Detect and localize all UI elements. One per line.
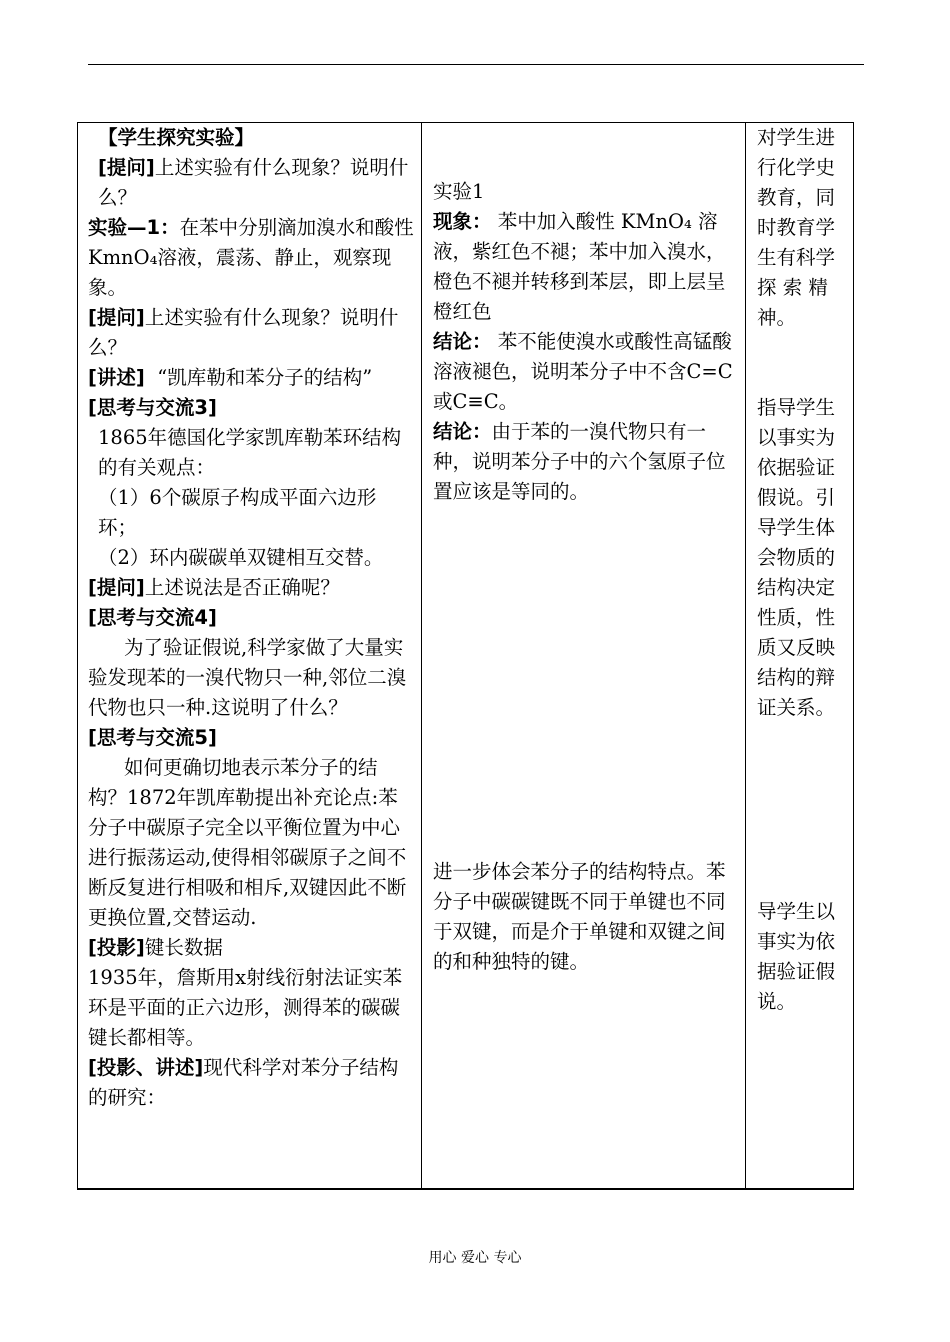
phenomenon: 现象： 苯中加入酸性 KMnO₄ 溶液，紫红色不褪；苯中加入溴水，橙色不褪并转移到苯层，即上层呈橙红色 <box>433 210 726 323</box>
intent-line: 以事实为 <box>757 426 836 449</box>
intent-line: 说。 <box>757 990 797 1013</box>
intent-line: 教育，同 <box>757 186 836 209</box>
intent-line: 生有科学 <box>757 246 836 269</box>
intent-line: 导学生体 <box>757 516 836 539</box>
think-5-text: 如何更确切地表示苯分子的结构？1872年凯库勒提出补充论点:苯分子中碳原子完全以平衡位置为中心进行振荡运动,使得相邻碳原子之间不断反复进行相吸和相斥,双键因此不断更换位置,交替运动. <box>88 756 407 929</box>
intent-line: 结构的辩 <box>757 666 836 689</box>
lecture: [讲述] “凯库勒和苯分子的结构” <box>88 366 373 389</box>
projection-heading: [投影]键长数据 <box>88 936 223 959</box>
design-intent-middle <box>757 393 847 723</box>
intent-line: 假说。引 <box>757 486 836 509</box>
column-divider <box>745 123 746 1188</box>
structure-summary: 进一步体会苯分子的结构特点。苯分子中碳碳键既不同于单键也不同于双键，而是介于单键和双键之间的和种独特的键。 <box>433 860 726 973</box>
teacher-activity-cell <box>88 123 414 1113</box>
intent-line: 依据验证 <box>757 456 836 479</box>
intent-line: 性质，性 <box>757 606 836 629</box>
think-4-heading: [思考与交流4] <box>88 606 217 629</box>
think-4-text: 为了验证假说,科学家做了大量实验发现苯的一溴代物只一种,邻位二溴代物也只一种.这说明了什么？ <box>88 636 407 719</box>
think-3-intro: 1865年德国化学家凯库勒苯环结构的有关观点： <box>98 426 402 479</box>
section-heading: 【学生探究实验】 <box>98 126 255 149</box>
design-intent-top <box>757 123 847 333</box>
experiment-label: 实验1 <box>433 180 485 203</box>
intent-line: 探 索 精 <box>757 276 828 299</box>
question-2: [提问]上述实验有什么现象？说明什么？ <box>88 306 399 359</box>
design-intent-bottom <box>757 897 847 1017</box>
column-divider <box>421 123 422 1188</box>
intent-line: 导学生以 <box>757 900 836 923</box>
question-1: [提问]上述实验有什么现象？说明什么？ <box>98 156 409 209</box>
intent-line: 对学生进 <box>757 126 836 149</box>
think-3-heading: [思考与交流3] <box>88 396 217 419</box>
intent-line: 据验证假 <box>757 960 836 983</box>
intent-line: 会物质的 <box>757 546 836 569</box>
intent-line: 事实为依 <box>757 930 836 953</box>
intent-line: 时教育学 <box>757 216 836 239</box>
conclusion-1: 结论： 苯不能使溴水或酸性高锰酸溶液褪色，说明苯分子中不含C=C 或C≡C。 <box>433 330 733 413</box>
intent-line: 指导学生 <box>757 396 836 419</box>
conclusion-2: 结论：由于苯的一溴代物只有一种，说明苯分子中的六个氢原子位置应该是等同的。 <box>433 420 726 503</box>
intent-line: 神。 <box>757 306 797 329</box>
projection-lecture: [投影、讲述]现代科学对苯分子结构的研究： <box>88 1056 399 1109</box>
student-activity-top <box>433 177 738 507</box>
lesson-table <box>77 122 854 1190</box>
page-footer: 用心 爱心 专心 <box>428 1250 522 1266</box>
intent-line: 行化学史 <box>757 156 836 179</box>
think-3-point-2: （2）环内碳碳单双键相互交替。 <box>98 546 384 569</box>
think-5-heading: [思考与交流5] <box>88 726 217 749</box>
intent-line: 结构决定 <box>757 576 836 599</box>
student-activity-bottom <box>433 857 738 977</box>
intent-line: 质又反映 <box>757 636 836 659</box>
projection-body: 1935年，詹斯用x射线衍射法证实苯环是平面的正六边形，测得苯的碳碳键长都相等。 <box>88 966 403 1049</box>
intent-line: 证关系。 <box>757 696 836 719</box>
header-rule <box>88 64 864 65</box>
think-3-point-1: （1）6个碳原子构成平面六边形环； <box>98 486 377 539</box>
experiment-1-instruction: 实验—1：在苯中分别滴加溴水和酸性KmnO₄溶液，震荡、静止，观察现象。 <box>88 216 414 299</box>
question-3: [提问]上述说法是否正确呢？ <box>88 576 340 599</box>
